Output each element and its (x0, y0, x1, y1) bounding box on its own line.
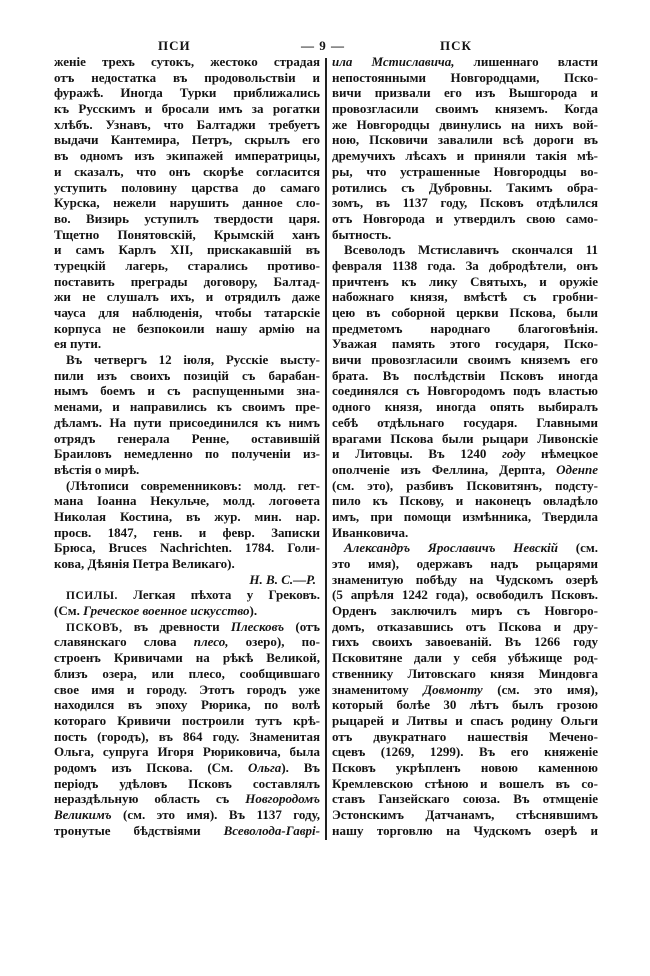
text-line (332, 666, 598, 682)
text-segment: (Лѣтописи современниковъ: молд. гет- (66, 477, 320, 493)
text-line (332, 227, 598, 243)
text-segment: гихъ своихъ завоеваній. Въ 1266 году (332, 634, 598, 650)
text-line (54, 305, 320, 321)
text-segment: Легкая пѣхота у Грековъ. (117, 587, 320, 603)
text-line (54, 148, 320, 164)
text-segment: корпуса не безпокоили нашу армію на (54, 320, 320, 336)
text-segment: сцевъ (1269, 1299). Въ его княженіе (332, 744, 598, 760)
text-line (332, 807, 598, 823)
text-line (332, 650, 598, 666)
text-line (332, 101, 598, 117)
text-segment: лишеннаго власти (454, 54, 598, 69)
text-segment: отрядъ генерала Ренне, оставившій (54, 430, 320, 446)
text-line (54, 383, 320, 399)
text-line (332, 274, 598, 290)
text-segment: Браиловъ немедленно по полученіи из- (54, 446, 320, 462)
text-segment: (см. это), разбивъ Псковитянъ, подсту- (332, 477, 598, 493)
text-segment: турецкій лагерь, старались противо- (54, 257, 320, 273)
text-segment: Тщетно Понятовскій, Крымскій ханъ (54, 226, 320, 242)
text-segment: зомъ, въ 1137 году, Псковъ отдѣлился (332, 195, 598, 211)
text-line (332, 352, 598, 368)
page-number: — 9 — (301, 38, 345, 53)
text-segment: (5 апрѣля 1242 года), освободилъ Псковъ. (332, 587, 598, 603)
text-segment: Николая Костина, въ жур. мин. нар. (54, 508, 320, 524)
text-segment: (отъ (284, 618, 320, 634)
text-segment: отъ недостатка въ продовольствіи и (54, 69, 320, 85)
text-segment: вичи провозгласили своимъ княземъ его (332, 352, 598, 368)
text-line (54, 132, 320, 148)
text-segment: непостоянными Новгородцами, Пско- (332, 69, 598, 85)
text-segment: пили изъ своихъ позицій съ барабан- (54, 367, 320, 383)
italic-text: Оденпе (556, 461, 598, 477)
text-line (54, 85, 320, 101)
entry-headword: ПСКОВЪ, (66, 621, 123, 634)
text-line (54, 744, 320, 760)
italic-text: Греческое военное искусство (83, 603, 250, 619)
text-line (54, 462, 320, 478)
text-line (54, 603, 320, 619)
text-line (332, 368, 598, 384)
text-segment: соединялся съ Новгородомъ подъ властью (332, 383, 598, 399)
text-segment: кова, Дѣянія Петра Великаго). (54, 556, 235, 571)
text-segment: поставить преграды договору, Балтад- (54, 273, 320, 289)
text-segment: нѣмецкое (525, 446, 598, 462)
text-segment: брата. Въ послѣдствіи Псковъ иногда (332, 367, 598, 383)
text-line (332, 540, 598, 556)
text-line (54, 227, 320, 243)
italic-text: ила Мстиславича, (332, 54, 455, 69)
text-line (54, 713, 320, 729)
text-line (332, 729, 598, 745)
text-line (332, 336, 598, 352)
text-segment: и самъ Карлъ XII, прискакавшій въ (54, 242, 320, 258)
text-line (54, 164, 320, 180)
text-line (332, 619, 598, 635)
text-segment: Уважая память этого государя, Пско- (332, 336, 598, 352)
text-line (332, 305, 598, 321)
text-line (332, 791, 598, 807)
text-segment: цею въ соборной церкви Пскова, были (332, 305, 598, 320)
italic-text: Великимъ (54, 807, 112, 822)
text-segment: ственнику Литовскаго князя Миндовга (332, 665, 598, 681)
text-segment: знаменитому (332, 681, 424, 697)
text-line (54, 478, 320, 494)
text-segment: славянскаго слова (54, 634, 194, 650)
text-segment: Въ четвергъ 12 іюля, Русскіе высту- (66, 352, 320, 368)
text-line (54, 352, 320, 368)
text-segment: свое имя и городу. Этотъ городъ уже (54, 681, 320, 697)
text-segment: нашу торговлю на Чудскомъ озерѣ и (332, 822, 598, 838)
text-segment: хлѣбъ. Узнавъ, что Балтаджи требуетъ (54, 116, 320, 132)
text-line (332, 634, 598, 650)
text-line (54, 321, 320, 337)
text-segment: тронутые бѣдствіями (54, 822, 224, 838)
text-segment: уступить половину царства до самаго (54, 179, 320, 195)
text-segment: Псковъ укрѣпленъ новою каменною (332, 759, 598, 775)
text-line (54, 791, 320, 807)
text-segment: Псковитяне дали у себя убѣжище род- (332, 650, 598, 666)
text-line (54, 415, 320, 431)
text-segment: Всеволодъ Мстиславичъ скончался 11 (344, 242, 598, 258)
text-segment: бытность. (332, 226, 392, 242)
italic-text: Н. В. С.—Р. (249, 571, 316, 587)
text-line (332, 242, 598, 258)
text-line (332, 431, 598, 447)
text-segment: выдачи Кантемира, Петръ, скрылъ его (54, 132, 320, 148)
text-line (54, 509, 320, 525)
text-segment: нымъ боемъ и съ распущенными зна- (54, 383, 320, 399)
text-line (332, 70, 598, 86)
text-segment: родомъ изъ Пскова. (См. (54, 759, 248, 775)
text-line (332, 572, 598, 588)
text-segment: періодъ удѣловъ Псковъ составлялъ (54, 775, 320, 791)
text-segment: жи не слушалъ ихъ, и отрядилъ даже (54, 289, 320, 305)
text-line (332, 760, 598, 776)
text-segment: предметомъ народнаго благоговѣнія. (332, 320, 598, 336)
text-line (54, 336, 320, 352)
text-segment: же Новгородцы двинулись на нихъ вой- (332, 116, 598, 132)
text-line (332, 682, 598, 698)
text-line (332, 556, 598, 572)
text-line (332, 713, 598, 729)
text-line (332, 258, 598, 274)
running-head-left: ПСИ (158, 38, 191, 53)
text-segment: ною, Псковичи завалили всѣ дороги въ (332, 132, 598, 148)
text-line (332, 132, 598, 148)
text-segment: въ одномъ изъ экипажей императрицы, (54, 148, 320, 164)
text-segment: фуражѣ. Иногда Турки приближались (54, 85, 320, 101)
text-segment: который болѣе 30 лѣтъ былъ грозою (332, 697, 598, 713)
left-column (54, 54, 320, 838)
text-segment: ополченіе изъ Феллина, Дерпта, (332, 461, 557, 477)
text-segment: ея пути. (54, 336, 102, 352)
text-segment: (см. это имя). Въ 1137 году, (111, 807, 320, 822)
text-segment: провозгласили своимъ княземъ. Когда (332, 101, 598, 117)
text-segment: чауса для наблюденія, чтобы татарскіе (54, 305, 320, 320)
text-segment: это имя), одержавъ надъ рыцарями (332, 556, 598, 571)
text-segment: Брюса, Bruces Nachrichten. 1784. Голи- (54, 540, 320, 556)
text-line (54, 525, 320, 541)
text-segment: менами, и направились къ своимъ пре- (54, 399, 320, 415)
text-line (54, 399, 320, 415)
text-line (332, 415, 598, 431)
text-line (332, 117, 598, 133)
text-segment: ры, что устрашенные Новгородцы во- (332, 163, 598, 179)
text-segment: котораго Кривичи построили тутъ крѣ- (54, 712, 320, 728)
text-line (54, 195, 320, 211)
text-line (54, 540, 320, 556)
text-line (332, 603, 598, 619)
text-line (332, 85, 598, 101)
text-segment: озеро), по- (228, 634, 320, 650)
running-head-right: ПСК (440, 38, 472, 53)
text-segment: въ древности (122, 618, 231, 634)
text-line (332, 697, 598, 713)
text-line (54, 556, 320, 572)
entry-headword: ПСИЛЫ. (66, 590, 118, 603)
text-line (332, 321, 598, 337)
text-line (54, 289, 320, 305)
text-line (54, 682, 320, 698)
column-divider (325, 58, 327, 840)
text-segment: знаменитую побѣду на Чудскомъ озерѣ (332, 571, 598, 587)
text-line (54, 760, 320, 776)
text-line (54, 258, 320, 274)
text-line (332, 776, 598, 792)
text-line (54, 446, 320, 462)
text-line (54, 776, 320, 792)
text-line (332, 493, 598, 509)
text-line (54, 572, 320, 588)
text-line (54, 242, 320, 258)
text-line (54, 650, 320, 666)
text-segment: февраля 1138 года. За добродѣтели, онъ (332, 257, 598, 273)
text-line (332, 744, 598, 760)
text-line (332, 211, 598, 227)
text-segment: ). Въ (281, 759, 320, 775)
italic-text: Плесковъ (230, 618, 285, 634)
text-segment: строенъ Кривичами на рѣкѣ Великой, (54, 650, 320, 666)
text-segment: къ Русскимъ и бросали имъ за рогатки (54, 101, 320, 117)
text-segment: ротились съ Дубровны. Такимъ обра- (332, 179, 598, 195)
text-segment: нераздѣльную область съ (54, 791, 246, 807)
text-line (54, 431, 320, 447)
text-segment: находился въ эпоху Рюрика, по волѣ (54, 697, 320, 713)
text-line (332, 525, 598, 541)
text-line (54, 619, 320, 635)
text-line (332, 54, 598, 70)
text-segment: вичи призвали его изъ Вышгорода и (332, 85, 598, 101)
text-segment: пость (городъ), въ 864 году. Знаменитая (54, 728, 320, 744)
text-line (54, 101, 320, 117)
text-segment: отъ двукратнаго нашествія Мечено- (332, 728, 598, 744)
text-line (332, 195, 598, 211)
italic-text: Новгородомъ (245, 791, 320, 807)
text-line (54, 117, 320, 133)
text-segment: (см. (558, 540, 598, 556)
text-line (332, 148, 598, 164)
text-segment: имъ, при помощи измѣнника, Твердила (332, 508, 598, 524)
italic-text: плесо, (193, 634, 229, 650)
text-segment: Курска, нежели нарушить данное сло- (54, 195, 320, 211)
text-segment: пило къ Пскову, и наконецъ овладѣло (332, 493, 598, 509)
text-segment: ). (249, 603, 258, 619)
text-line (54, 807, 320, 823)
text-line (332, 478, 598, 494)
text-line (332, 823, 598, 839)
text-segment: вѣстія о мирѣ. (54, 461, 140, 477)
text-segment: Иванковича. (332, 524, 409, 540)
text-line (54, 587, 320, 603)
text-line (332, 446, 598, 462)
text-line (54, 180, 320, 196)
text-line (54, 823, 320, 839)
right-column (332, 54, 598, 838)
text-segment: (См. (54, 603, 84, 619)
text-line (54, 666, 320, 682)
text-line (54, 634, 320, 650)
text-segment: женіе трехъ сутокъ, жестоко страдая (54, 54, 320, 69)
text-segment: (см. это имя), (482, 681, 598, 697)
text-line (332, 509, 598, 525)
text-line (332, 383, 598, 399)
italic-text: году (502, 446, 526, 462)
text-segment: во. Визирь уступилъ твердости царя. (54, 210, 320, 226)
italic-text: Ольга (248, 759, 282, 775)
text-segment: набожнаго князя, вмѣстѣ съ гробни- (332, 289, 598, 305)
text-segment: дремучихъ лѣсахъ и приняли такія мѣ- (332, 148, 598, 164)
text-line (54, 729, 320, 745)
text-segment: себѣ отдѣльнаго государя. Главными (332, 414, 598, 430)
text-segment: дѣламъ. На пути присоединился къ нимъ (54, 414, 320, 430)
italic-text: Всеволода-Гаврі- (223, 822, 320, 838)
text-segment: рыцарей и Литвы и спасъ родину Ольги (332, 712, 598, 728)
text-line (332, 164, 598, 180)
text-segment: одного князя, иногда опять выбиралъ (332, 399, 598, 415)
text-segment: врагами Пскова были рыцари Ливонскіе (332, 430, 598, 446)
text-segment: домъ, отказавшись отъ Пскова и дру- (332, 618, 598, 634)
text-segment: просв. 1847, генв. и февр. Записки (54, 524, 320, 540)
text-segment: отъ Новгорода и утвердилъ свою само- (332, 210, 598, 226)
text-line (332, 180, 598, 196)
italic-text: Александръ Ярославичъ Невскій (344, 540, 559, 556)
text-segment: близъ озера, или плесо, сообщившаго (54, 665, 320, 681)
text-segment: и сказалъ, что онъ скорѣе согласится (54, 163, 320, 179)
text-line (332, 399, 598, 415)
text-segment: Кремлевскою стѣною и вошелъ въ со- (332, 775, 598, 791)
text-segment: ставъ Ганзейскаго союза. Въ отмщеніе (332, 791, 598, 807)
text-line (332, 462, 598, 478)
text-line (54, 70, 320, 86)
text-segment: причтенъ къ лику Святыхъ, и оружіе (332, 273, 598, 289)
italic-text: Довмонту (423, 681, 483, 697)
text-line (54, 274, 320, 290)
text-segment: мана Іоанна Некульче, молд. логоѳета (54, 493, 320, 509)
text-line (332, 587, 598, 603)
text-segment: Эстонскимъ Датчанамъ, стѣснявшимъ (332, 807, 598, 822)
text-line (54, 211, 320, 227)
text-line (54, 493, 320, 509)
text-segment: и Литовцы. Въ 1240 (332, 446, 503, 462)
text-line (54, 697, 320, 713)
text-line (54, 368, 320, 384)
text-segment: Орденъ заключилъ миръ съ Новгоро- (332, 603, 598, 619)
text-line (54, 54, 320, 70)
text-segment: Ольга, супруга Игоря Рюриковича, была (54, 744, 320, 760)
text-line (332, 289, 598, 305)
